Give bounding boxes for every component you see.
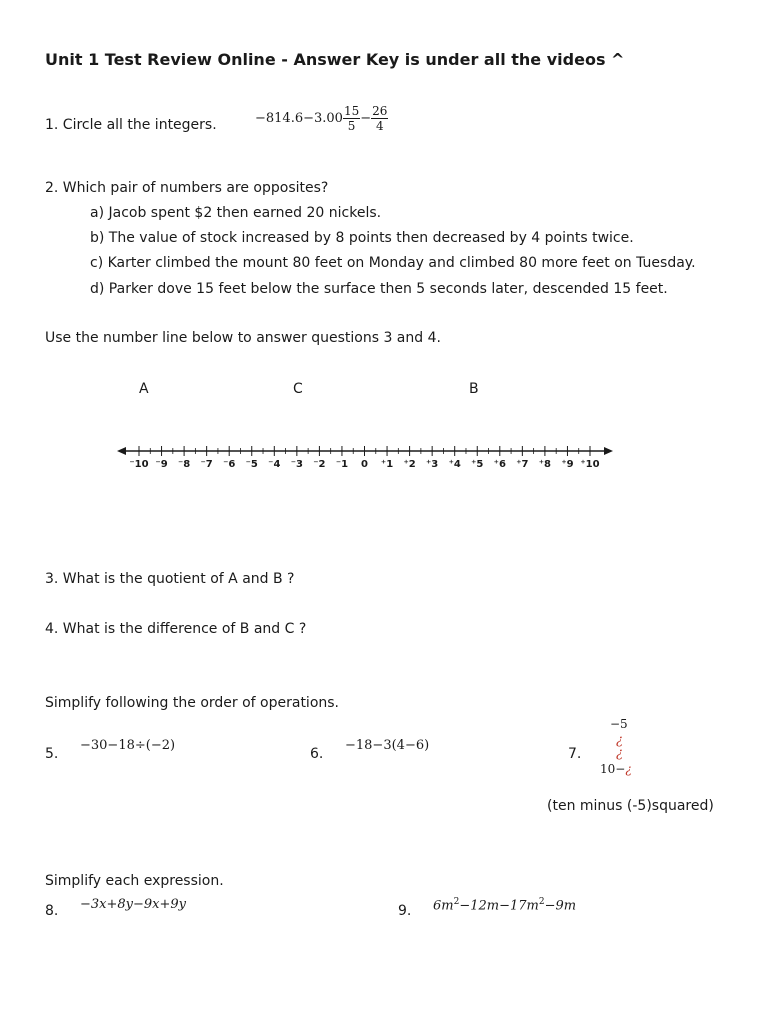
question-7-number: 7. [568,746,582,762]
number-line-tick-label: ⁺2 [403,459,416,470]
number-line-tick-label: ⁻8 [177,459,191,470]
number-line-tick-label: ⁺8 [538,459,552,470]
q1-fraction-2 [371,104,388,133]
question-7-glyph-2: ¿ [616,746,623,761]
question-8-expression: −3x+8y−9x+9y [80,897,187,912]
number-line-tick-label: ⁻7 [200,459,213,470]
q9-exponent-2: 2 [538,897,545,907]
number-line-tick-label: ⁺10 [580,459,600,470]
q1-frac2-den: 4 [375,118,384,133]
number-line-tick-label: ⁺1 [380,459,394,470]
question-2-option-a: a) Jacob spent $2 then earned 20 nickels. [90,205,382,221]
number-line-tick-label: ⁺6 [493,459,506,470]
number-line-tick-label: ⁻4 [268,459,281,470]
q9-part-2: −12m−17m [459,898,539,914]
question-7-top: −5 [610,717,628,731]
number-line-tick-label: ⁺7 [516,459,529,470]
number-line-tick-label: ⁻5 [245,459,258,470]
number-line-tick-label: ⁻2 [313,459,326,470]
number-line-tick-label: ⁻3 [290,459,303,470]
question-2-option-c: c) Karter climbed the mount 80 feet on Monday and climbed 80 more feet on Tuesday. [90,255,696,271]
question-1-label: 1. Circle all the integers. [45,117,217,133]
page-title: Unit 1 Test Review Online - Answer Key is under all the videos ^ [45,50,625,69]
number-line [0,430,768,480]
question-7-glyph-1: ¿ [616,733,623,748]
question-5-number: 5. [45,746,59,762]
number-line-tick-label: ⁻1 [335,459,349,470]
question-2-option-b: b) The value of stock increased by 8 points then decreased by 4 points twice. [90,230,634,246]
left-arrow-icon [117,447,126,455]
right-arrow-icon [604,447,613,455]
number-line-tick-label: ⁻6 [223,459,236,470]
number-line-tick-label: ⁻9 [155,459,168,470]
question-7-bottom-prefix: 10− [600,762,626,776]
question-9-expression [433,897,576,913]
question-6-number: 6. [310,746,324,762]
number-line-tick-label: ⁺4 [448,459,461,470]
question-8-number: 8. [45,903,59,919]
question-1-numbers [255,100,388,136]
q1-expr-a: −814.6−3.00 [255,110,343,126]
question-2-option-d: d) Parker dove 15 feet below the surface then 5 seconds later, descended 15 feet. [90,281,668,297]
question-7-glyph-3: ¿ [625,762,632,776]
question-9-number: 9. [398,903,412,919]
question-6-expression: −18−3(4−6) [345,738,430,753]
question-5-expression: −30−18÷(−2) [80,738,176,753]
number-line-tick-label: 0 [361,459,368,470]
number-line-tick-label: ⁺9 [561,459,574,470]
order-of-operations-heading: Simplify following the order of operations. [45,695,339,711]
q1-frac2-num: 26 [372,103,388,118]
question-7-note: (ten minus (-5)squared) [547,798,714,814]
question-3: 3. What is the quotient of A and B ? [45,571,295,587]
number-line-tick-label: ⁺5 [471,459,484,470]
q9-exponent-1: 2 [453,897,460,907]
point-label-c: C [293,381,303,397]
question-4: 4. What is the difference of B and C ? [45,621,307,637]
question-7-bottom [600,762,632,776]
number-line-tick-label: ⁻10 [129,459,149,470]
number-line-group [117,446,613,470]
question-2-label: 2. Which pair of numbers are opposites? [45,180,329,196]
point-label-a: A [139,381,149,397]
q1-frac1-num: 15 [343,103,360,118]
q1-frac1-den: 5 [347,118,356,133]
q1-minus: − [360,110,372,126]
simplify-heading: Simplify each expression. [45,873,224,889]
q1-fraction-1 [343,104,360,133]
q9-part-1: 6m [433,898,454,914]
number-line-tick-label: ⁺3 [426,459,439,470]
point-label-b: B [469,381,479,397]
numberline-instructions: Use the number line below to answer questions 3 and 4. [45,330,441,346]
q9-part-3: −9m [544,898,577,914]
